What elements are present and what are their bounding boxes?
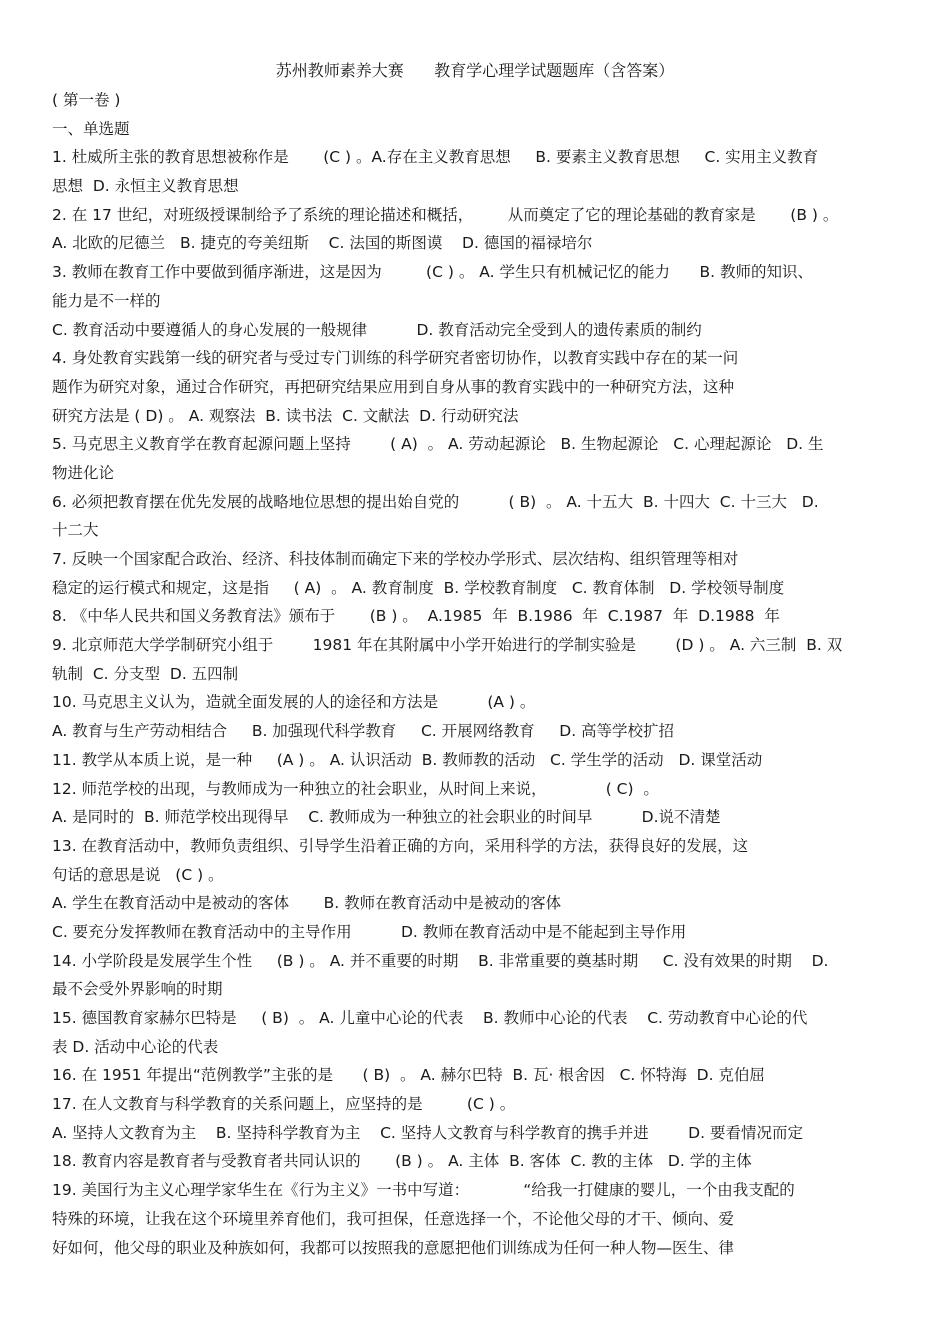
text-line: 能力是不一样的	[52, 291, 161, 310]
document-body	[52, 86, 932, 1262]
text-line: 稳定的运行模式和规定，这是指 ( A) 。 A. 教育制度 B. 学校教育制度 C. 教育体制 D. 学校领导制度	[52, 578, 785, 597]
text-line: 18. 教育内容是教育者与受教育者共同认识的 (B ) 。 A. 主体 B. 客体 C. 教的主体 D. 学的主体	[52, 1152, 752, 1171]
document-title: 苏州教师素养大赛 教育学心理学试题题库（含答案）	[275, 61, 675, 80]
text-line: 表 D. 活动中心论的代表	[52, 1037, 219, 1056]
text-line: A. 北欧的尼德兰 B. 捷克的夸美纽斯 C. 法国的斯图谟 D. 德国的福禄培尔	[52, 234, 593, 253]
text-line: 题作为研究对象，通过合作研究，再把研究结果应用到自身从事的教育实践中的一种研究方法，这种	[52, 377, 735, 396]
text-line: 11. 教学从本质上说，是一种 (A ) 。 A. 认识活动 B. 教师教的活动 C. 学生学的活动 D. 课堂活动	[52, 750, 763, 769]
text-line: 物进化论	[52, 463, 115, 482]
text-line: 15. 德国教育家赫尔巴特是 ( B) 。 A. 儿童中心论的代表 B. 教师中心论的代表 C. 劳动教育中心论的代	[52, 1009, 808, 1027]
text-line: A. 是同时的 B. 师范学校出现得早 C. 教师成为一种独立的社会职业的时间早 D.说不清楚	[52, 808, 721, 827]
text-line: 13. 在教育活动中，教师负责组织、引导学生沿着正确的方向，采用科学的方法，获得良好的发展，这	[52, 836, 749, 855]
text-line: ( 第一卷 )	[52, 91, 121, 109]
text-line: 8. 《中华人民共和国义务教育法》颁布于 (B ) 。 A.1985 年 B.1986 年 C.1987 年 D.1988 年	[52, 607, 780, 626]
text-line: 最不会受外界影响的时期	[52, 980, 223, 999]
text-line: 轨制 C. 分支型 D. 五四制	[52, 664, 239, 683]
text-line: C. 要充分发挥教师在教育活动中的主导作用 D. 教师在教育活动中是不能起到主导作用	[52, 922, 687, 941]
text-line: 3. 教师在教育工作中要做到循序渐进，这是因为 (C ) 。 A. 学生只有机械记忆的能力 B. 教师的知识、	[52, 263, 813, 282]
text-line: 思想 D. 永恒主义教育思想	[52, 177, 239, 196]
text-line: 特殊的环境，让我在这个环境里养育他们，我可担保，任意选择一个，不论他父母的才干、倾向、爱	[52, 1209, 735, 1228]
text-line: 10. 马克思主义认为，造就全面发展的人的途径和方法是 (A ) 。	[52, 693, 536, 712]
text-line: 4. 身处教育实践第一线的研究者与受过专门训练的科学研究者密切协作，以教育实践中存在的某一问	[52, 349, 739, 368]
text-line: 2. 在 17 世纪，对班级授课制给予了系统的理论描述和概括， 从而奠定了它的理论基础的教育家是 (B ) 。	[52, 205, 839, 224]
text-line: 1. 杜威所主张的教育思想被称作是 (C ) 。A.存在主义教育思想 B. 要素主义教育思想 C. 实用主义教育	[52, 148, 819, 167]
text-line: C. 教育活动中要遵循人的身心发展的一般规律 D. 教育活动完全受到人的遗传素质的制约	[52, 320, 702, 339]
text-line: 19. 美国行为主义心理学家华生在《行为主义》一书中写道： “给我一打健康的婴儿，一个由我支配的	[52, 1181, 795, 1200]
text-line: 十二大	[52, 521, 99, 540]
text-line: 6. 必须把教育摆在优先发展的战略地位思想的提出始自党的 ( B) 。 A. 十五大 B. 十四大 C. 十三大 D.	[52, 492, 819, 511]
text-line: 一、单选题	[52, 119, 130, 138]
text-line: A. 教育与生产劳动相结合 B. 加强现代科学教育 C. 开展网络教育 D. 高等学校扩招	[52, 722, 675, 741]
text-line: 5. 马克思主义教育学在教育起源问题上坚持 ( A) 。 A. 劳动起源论 B. 生物起源论 C. 心理起源论 D. 生	[52, 435, 824, 454]
text-line: 14. 小学阶段是发展学生个性 (B ) 。 A. 并不重要的时期 B. 非常重要的奠基时期 C. 没有效果的时期 D.	[52, 951, 829, 970]
text-line: 12. 师范学校的出现，与教师成为一种独立的社会职业，从时间上来说， ( C) 。	[52, 779, 659, 798]
text-line: A. 坚持人文教育为主 B. 坚持科学教育为主 C. 坚持人文教育与科学教育的携手并进 D. 要看情况而定	[52, 1123, 803, 1142]
text-line: 7. 反映一个国家配合政治、经济、科技体制而确定下来的学校办学形式、层次结构、组织管理等相对	[52, 550, 739, 568]
text-line: 16. 在 1951 年提出“范例教学”主张的是 ( B) 。 A. 赫尔巴特 B. 瓦· 根舍因 C. 怀特海 D. 克伯屈	[52, 1066, 765, 1085]
text-line: 好如何，他父母的职业及种族如何，我都可以按照我的意愿把他们训练成为任何一种人物—医生、律	[52, 1238, 735, 1257]
text-line: 17. 在人文教育与科学教育的关系问题上，应坚持的是 (C ) 。	[52, 1095, 516, 1114]
text-line: 句话的意思是说 (C ) 。	[52, 865, 224, 884]
text-line: 研究方法是 ( D) 。 A. 观察法 B. 读书法 C. 文献法 D. 行动研究法	[52, 406, 519, 425]
text-line: A. 学生在教育活动中是被动的客体 B. 教师在教育活动中是被动的客体	[52, 894, 562, 913]
text-line: 9. 北京师范大学学制研究小组于 1981 年在其附属中小学开始进行的学制实验是 (D ) 。 A. 六三制 B. 双	[52, 636, 843, 655]
